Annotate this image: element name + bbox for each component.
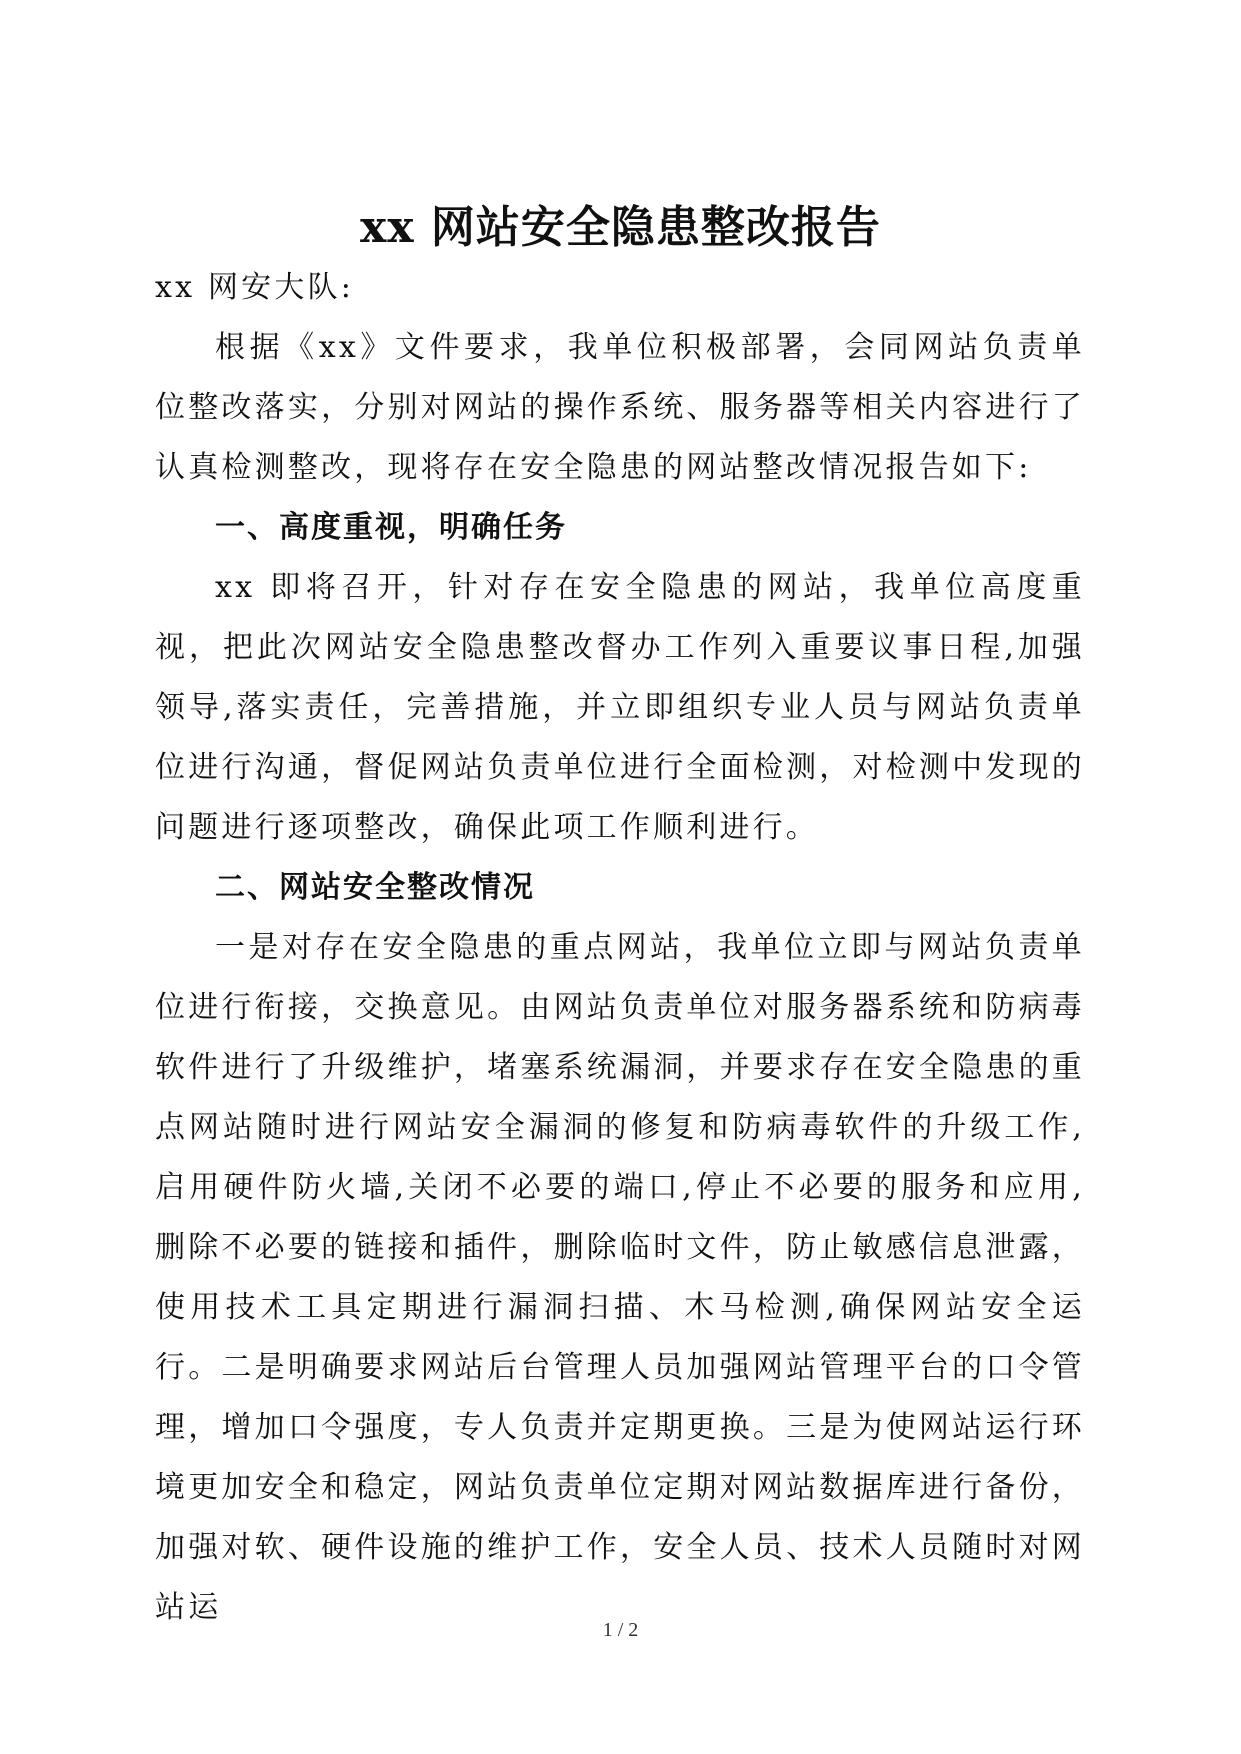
salutation: xx 网安大队: [155, 270, 355, 305]
document-body [155, 258, 1085, 1638]
intro-paragraph: 根据《xx》文件要求，我单位积极部署，会同网站负责单位整改落实，分别对网站的操作系统、服务器等相关内容进行了认真检测整改，现将存在安全隐患的网站整改情况报告如下: [155, 330, 1085, 485]
page-number: 1 / 2 [602, 1619, 639, 1641]
section-body-2: 一是对存在安全隐患的重点网站，我单位立即与网站负责单位进行衔接，交换意见。由网站负责单位对服务器系统和防病毒软件进行了升级维护，堵塞系统漏洞，并要求存在安全隐患的重点网站随时进行网站安全漏洞的修复和防病毒软件的升级工作,启用硬件防火墙,关闭不必要的端口,停止不必要的服务和应用,删除不必要的链接和插件，删除临时文件，防止敏感信息泄露，使用技术工具定期进行漏洞扫描、木马检测,确保网站安全运行。二是明确要求网站后台管理人员加强网站管理平台的口令管理，增加口令强度，专人负责并定期更换。三是为使网站运行环境更加安全和稳定，网站负责单位定期对网站数据库进行备份，加强对软、硬件设施的维护工作，安全人员、技术人员随时对网站运 [155, 930, 1085, 1625]
document-title: xx 网站安全隐患整改报告 [360, 202, 881, 253]
section-heading-1: 一、高度重视，明确任务 [215, 510, 567, 545]
section-body-1: xx 即将召开，针对存在安全隐患的网站，我单位高度重视，把此次网站安全隐患整改督办工作列入重要议事日程,加强领导,落实责任，完善措施，并立即组织专业人员与网站负责单位进行沟通，督促网站负责单位进行全面检测，对检测中发现的问题进行逐项整改，确保此项工作顺利进行。 [155, 570, 1085, 845]
section-heading-2: 二、网站安全整改情况 [215, 870, 535, 905]
